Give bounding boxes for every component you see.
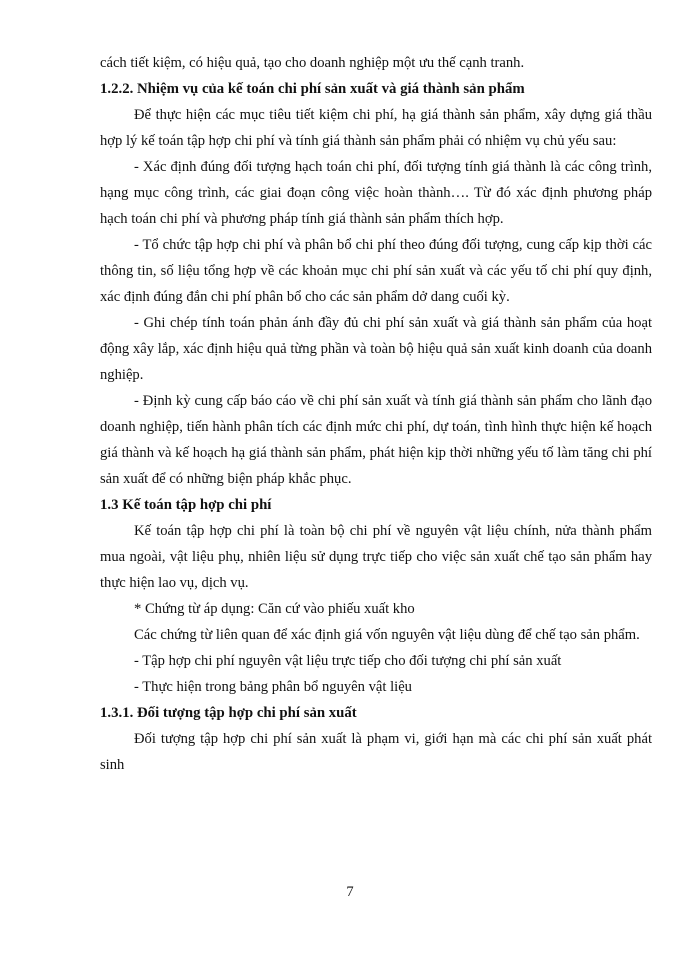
bullet-paragraph: - Ghi chép tính toán phản ánh đầy đủ chi phí sản xuất và giá thành sản phẩm của hoạt động xây lắp, xác định hiệu quả từng phần và toàn bộ hiệu quả sản xuất kinh doanh của doanh nghiệp. — [100, 315, 652, 383]
section-heading: 1.3.1. Đối tượng tập hợp chi phí sản xuất — [100, 705, 357, 721]
paragraph: Các chứng từ liên quan để xác định giá vốn nguyên vật liệu dùng để chế tạo sản phẩm. — [134, 627, 640, 643]
bullet-paragraph: - Thực hiện trong bảng phân bổ nguyên vật liệu — [134, 679, 412, 695]
page-number: 7 — [346, 884, 354, 900]
bullet-paragraph: - Định kỳ cung cấp báo cáo về chi phí sản xuất và tính giá thành sản phẩm cho lãnh đạo doanh nghiệp, tiến hành phân tích các định mức chi phí, dự toán, tình hình thực hiện kế hoạch giá thành và kế hoạch hạ giá thành sản phẩm, phát hiện kịp thời những yếu tố làm tăng chi phí sản xuất để có những biện pháp khắc phục. — [100, 393, 652, 487]
paragraph: * Chứng từ áp dụng: Căn cứ vào phiếu xuất kho — [134, 601, 415, 617]
section-heading: 1.3 Kế toán tập hợp chi phí — [100, 497, 272, 513]
bullet-paragraph: - Tập hợp chi phí nguyên vật liệu trực tiếp cho đối tượng chi phí sản xuất — [134, 653, 562, 669]
bullet-paragraph: - Xác định đúng đối tượng hạch toán chi phí, đối tượng tính giá thành là các công trình, hạng mục công trình, các giai đoạn công việc hoàn thành…. Từ đó xác định phương pháp hạch toán chi phí và phương pháp tính giá thành sản phẩm thích hợp. — [100, 159, 652, 227]
paragraph: Kế toán tập hợp chi phí là toàn bộ chi phí về nguyên vật liệu chính, nửa thành phẩm mua ngoài, vật liệu phụ, nhiên liệu sử dụng trực tiếp cho việc sản xuất chế tạo sản phẩm hay thực hiện lao vụ, dịch vụ. — [100, 523, 652, 591]
paragraph: cách tiết kiệm, có hiệu quả, tạo cho doanh nghiệp một ưu thế cạnh tranh. — [100, 55, 525, 71]
bullet-paragraph: - Tổ chức tập hợp chi phí và phân bổ chi phí theo đúng đối tượng, cung cấp kịp thời các thông tin, số liệu tổng hợp về các khoản mục chi phí sản xuất và các yếu tố chi phí quy định, xác định đúng đắn chi phí phân bổ cho các sản phẩm dở dang cuối kỳ. — [100, 237, 652, 305]
paragraph: Đối tượng tập hợp chi phí sản xuất là phạm vi, giới hạn mà các chi phí sản xuất phát sinh — [100, 731, 652, 773]
page-body — [100, 50, 652, 778]
paragraph: Để thực hiện các mục tiêu tiết kiệm chi phí, hạ giá thành sản phẩm, xây dựng giá thầu hợp lý kế toán tập hợp chi phí và tính giá thành sản phẩm phải có nhiệm vụ chủ yếu sau: — [100, 107, 652, 149]
section-heading: 1.2.2. Nhiệm vụ của kế toán chi phí sản xuất và giá thành sản phẩm — [100, 81, 525, 97]
